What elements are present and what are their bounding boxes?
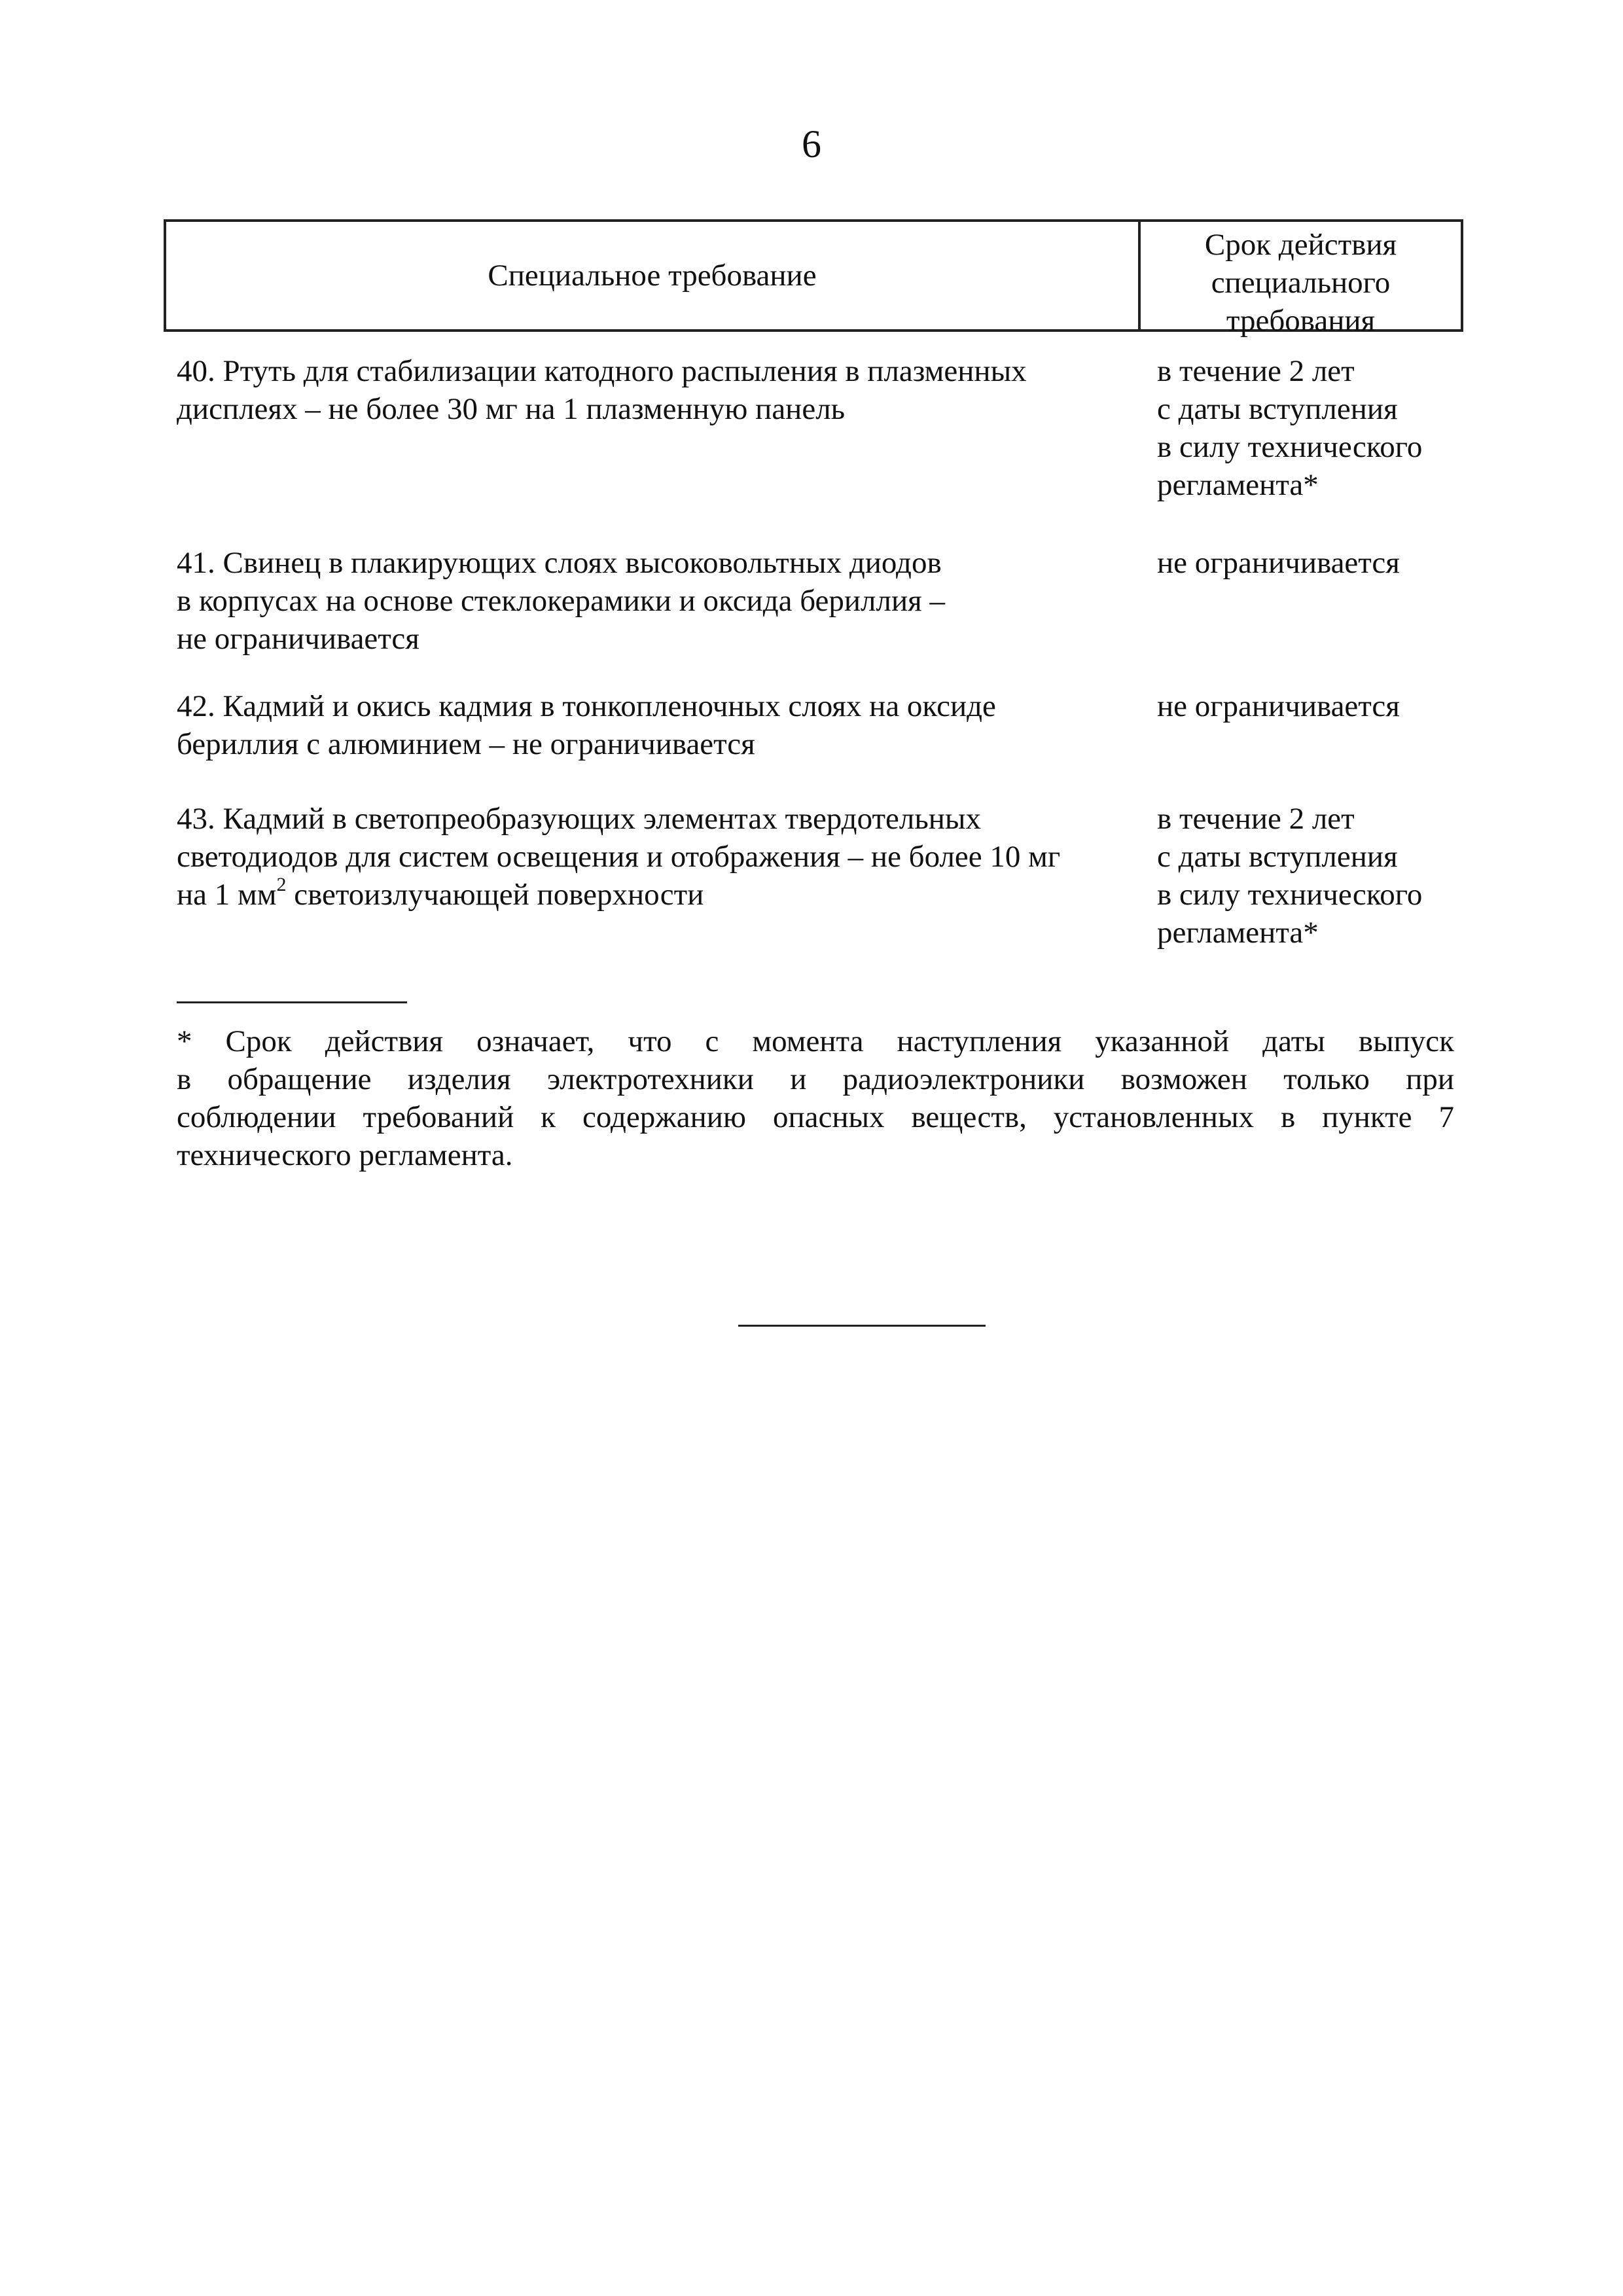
requirement-text xyxy=(177,687,1132,763)
requirement-line: дисплеях – не более 30 мг на 1 плазменную панель xyxy=(177,392,846,426)
requirement-line: 43. Кадмий в светопреобразующих элементах твердотельных xyxy=(177,802,981,836)
term-line: регламента* xyxy=(1157,916,1319,950)
end-rule xyxy=(738,1325,986,1327)
requirement-line: 41. Свинец в плакирующих слоях высоковольтных диодов xyxy=(177,546,942,580)
requirement-line: не ограничивается xyxy=(177,622,419,656)
requirement-line xyxy=(177,876,1132,914)
term-line: регламента* xyxy=(1157,468,1319,502)
requirement-line: бериллия с алюминием – не ограничивается xyxy=(177,727,755,761)
term-line: с даты вступления xyxy=(1157,392,1398,426)
page-number: 6 xyxy=(802,122,821,166)
header-term-line: Срок действия xyxy=(1204,228,1397,262)
footnote-line: соблюдении требований к содержанию опасных веществ, установленных в пункте 7 xyxy=(177,1100,1454,1134)
requirement-term xyxy=(1157,544,1484,582)
term-line: в течение 2 лет xyxy=(1157,354,1355,388)
footnote-line: в обращение изделия электротехники и радиоэлектроники возможен только при xyxy=(177,1062,1454,1096)
term-line: не ограничивается xyxy=(1157,546,1400,580)
header-requirement: Специальное требование xyxy=(488,259,817,293)
header-term-line: требования xyxy=(1226,304,1376,338)
requirement-line: 40. Ртуть для стабилизации катодного распыления в плазменных xyxy=(177,354,1027,388)
footnote-separator xyxy=(177,1001,407,1003)
footnote-line: технического регламента. xyxy=(177,1138,513,1172)
header-term xyxy=(1141,226,1461,340)
requirement-line: светодиодов для систем освещения и отображения – не более 10 мг xyxy=(177,840,1061,874)
requirement-line-prefix: на 1 мм xyxy=(177,878,277,912)
term-line: не ограничивается xyxy=(1157,689,1400,723)
term-line: с даты вступления xyxy=(1157,840,1398,874)
table-header xyxy=(164,219,1463,338)
requirement-text xyxy=(177,544,1132,658)
term-line: в силу технического xyxy=(1157,430,1423,464)
superscript-two: 2 xyxy=(276,874,287,896)
requirement-term xyxy=(1157,352,1484,504)
footnote xyxy=(177,1022,1454,1174)
requirement-text xyxy=(177,800,1132,914)
requirement-text xyxy=(177,352,1132,428)
term-line: в течение 2 лет xyxy=(1157,802,1355,836)
requirement-line: 42. Кадмий и окись кадмия в тонкопленочных слоях на оксиде xyxy=(177,689,996,723)
requirement-term xyxy=(1157,800,1484,952)
footnote-line: * Срок действия означает, что с момента наступления указанной даты выпуск xyxy=(177,1024,1454,1058)
header-term-line: специального xyxy=(1211,266,1391,300)
requirement-line-suffix: светоизлучающей поверхности xyxy=(286,878,704,912)
term-line: в силу технического xyxy=(1157,878,1423,912)
requirement-line: в корпусах на основе стеклокерамики и оксида бериллия – xyxy=(177,584,945,618)
requirement-term xyxy=(1157,687,1484,725)
